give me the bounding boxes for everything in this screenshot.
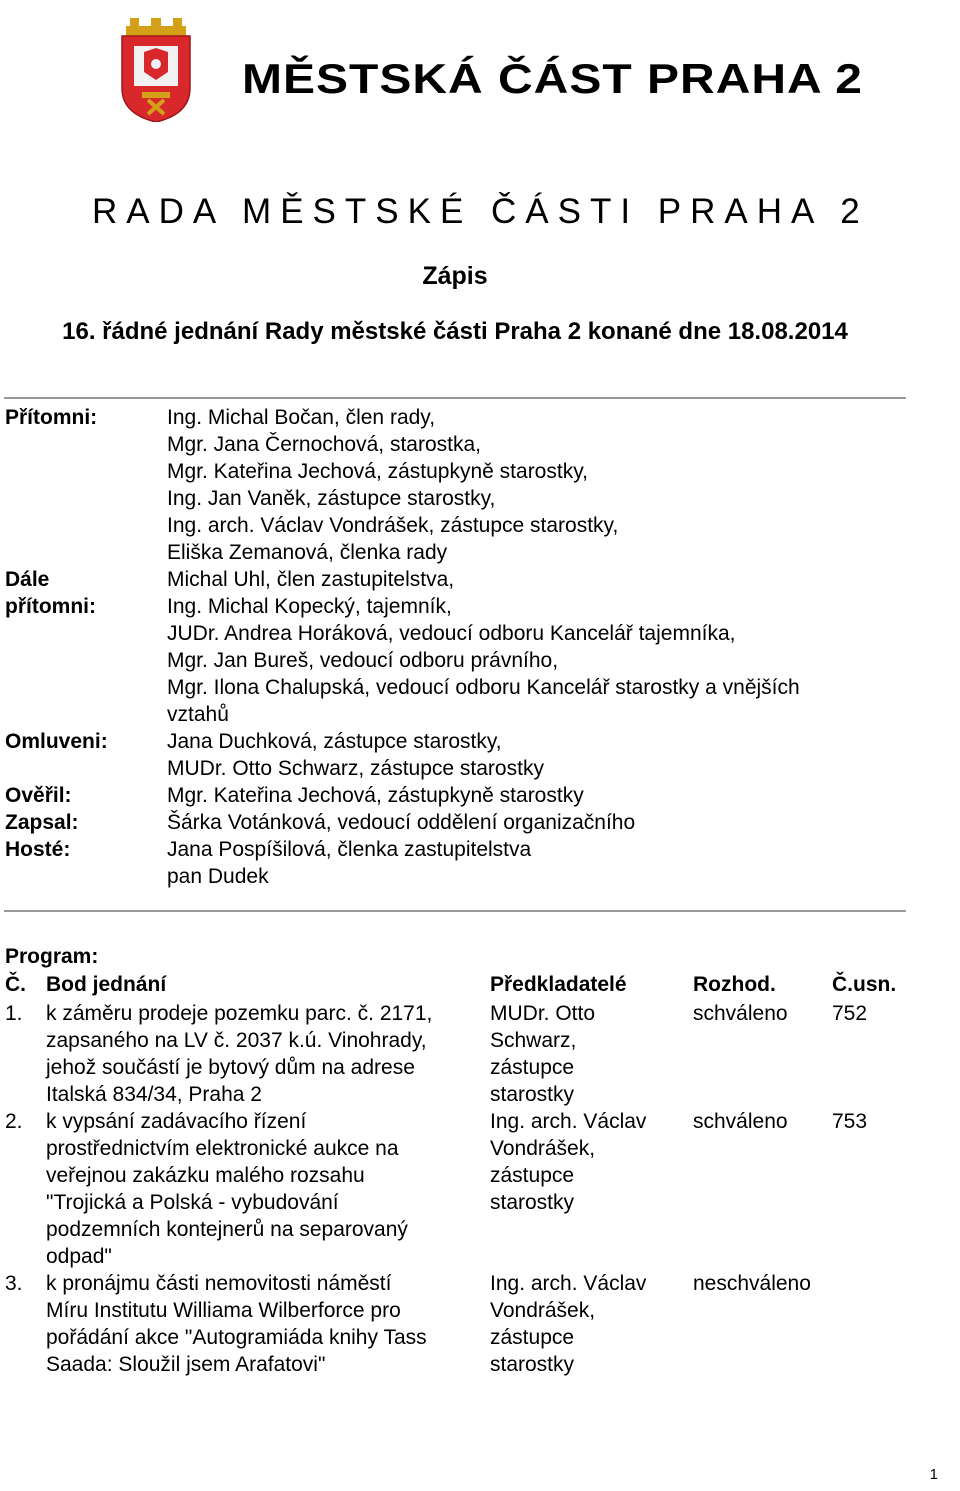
row-submitter: MUDr. Otto Schwarz, zástupce starostky: [490, 1002, 596, 1106]
meeting-line: 16. řádné jednání Rady městské části Praha 2 konané dne 18.08.2014: [62, 318, 848, 345]
attendee-line: pan Dudek: [167, 865, 269, 888]
col-header-number: Č.: [5, 973, 26, 996]
row-decision: schváleno: [693, 1002, 788, 1025]
attendee-line: Michal Uhl, člen zastupitelstva,: [167, 568, 455, 591]
attendee-line: Mgr. Kateřina Jechová, zástupkyně starostky,: [167, 460, 588, 483]
attendee-line: Šárka Votánková, vedoucí oddělení organizačního: [167, 811, 636, 834]
row-item: k pronájmu části nemovitosti náměstí Míru Institutu Williama Wilberforce pro pořádání akce "Autogramiáda knihy Tass Saada: Sloužil jsem Arafatovi": [46, 1272, 427, 1376]
label-present: Přítomni:: [5, 406, 98, 429]
document-title: RADA MĚSTSKÉ ČÁSTI PRAHA 2: [92, 192, 869, 231]
divider-top: [4, 397, 906, 399]
col-header-submitter: Předkladatelé: [490, 973, 627, 996]
document-subtitle: Zápis: [422, 262, 488, 290]
attendee-line: MUDr. Otto Schwarz, zástupce starostky: [167, 757, 544, 780]
row-resolution: 752: [832, 1002, 868, 1025]
row-number: 3.: [5, 1272, 23, 1295]
logo-text: MĚSTSKÁ ČÁST PRAHA 2: [242, 56, 863, 103]
col-header-item: Bod jednání: [46, 973, 167, 996]
attendee-line: Mgr. Ilona Chalupská, vedoucí odboru Kancelář starostky a vnějších: [167, 676, 800, 699]
label-verified: Ověřil:: [5, 784, 72, 807]
attendee-line: Ing. Michal Kopecký, tajemník,: [167, 595, 452, 618]
program-title: Program:: [5, 945, 99, 968]
attendee-line: Ing. Jan Vaněk, zástupce starostky,: [167, 487, 496, 510]
row-decision: neschváleno: [693, 1272, 811, 1295]
row-number: 1.: [5, 1002, 23, 1025]
attendee-line: Mgr. Kateřina Jechová, zástupkyně starostky: [167, 784, 584, 807]
col-header-decision: Rozhod.: [693, 973, 776, 996]
col-header-resolution: Č.usn.: [832, 973, 897, 996]
row-submitter: Ing. arch. Václav Vondrášek, zástupce starostky: [490, 1110, 647, 1214]
label-also: Dále: [5, 568, 50, 591]
label-excused: Omluveni:: [5, 730, 108, 753]
document-header: [116, 18, 863, 128]
label-recorded: Zapsal:: [5, 811, 79, 834]
divider-bottom: [4, 910, 906, 912]
attendee-line: JUDr. Andrea Horáková, vedoucí odboru Kancelář tajemníka,: [167, 622, 736, 645]
prague-2-coat-of-arms-icon: [116, 18, 196, 122]
label-guests: Hosté:: [5, 838, 71, 861]
label-present-2: přítomni:: [5, 595, 96, 618]
row-submitter: Ing. arch. Václav Vondrášek, zástupce starostky: [490, 1272, 647, 1376]
attendee-line: Ing. arch. Václav Vondrášek, zástupce starostky,: [167, 514, 619, 537]
attendee-line: Mgr. Jan Bureš, vedoucí odboru právního,: [167, 649, 559, 672]
attendee-line: Ing. Michal Bočan, člen rady,: [167, 406, 436, 429]
row-resolution: 753: [832, 1110, 868, 1133]
row-item: k záměru prodeje pozemku parc. č. 2171, zapsaného na LV č. 2037 k.ú. Vinohrady, jehož součástí je bytový dům na adrese Italská 834/34, Praha 2: [46, 1002, 433, 1106]
attendee-line: Jana Pospíšilová, členka zastupitelstva: [167, 838, 532, 861]
attendee-line: Jana Duchková, zástupce starostky,: [167, 730, 502, 753]
page-number: 1: [929, 1466, 938, 1483]
row-item: k vypsání zadávacího řízení prostřednictvím elektronické aukce na veřejnou zakázku malého rozsahu "Trojická a Polská - vybudování podzemních kontejnerů na separovaný odpad": [46, 1110, 408, 1268]
attendee-line: Mgr. Jana Černochová, starostka,: [167, 433, 481, 456]
attendee-line: Eliška Zemanová, členka rady: [167, 541, 448, 564]
row-decision: schváleno: [693, 1110, 788, 1133]
row-number: 2.: [5, 1110, 23, 1133]
attendee-line: vztahů: [167, 703, 229, 726]
